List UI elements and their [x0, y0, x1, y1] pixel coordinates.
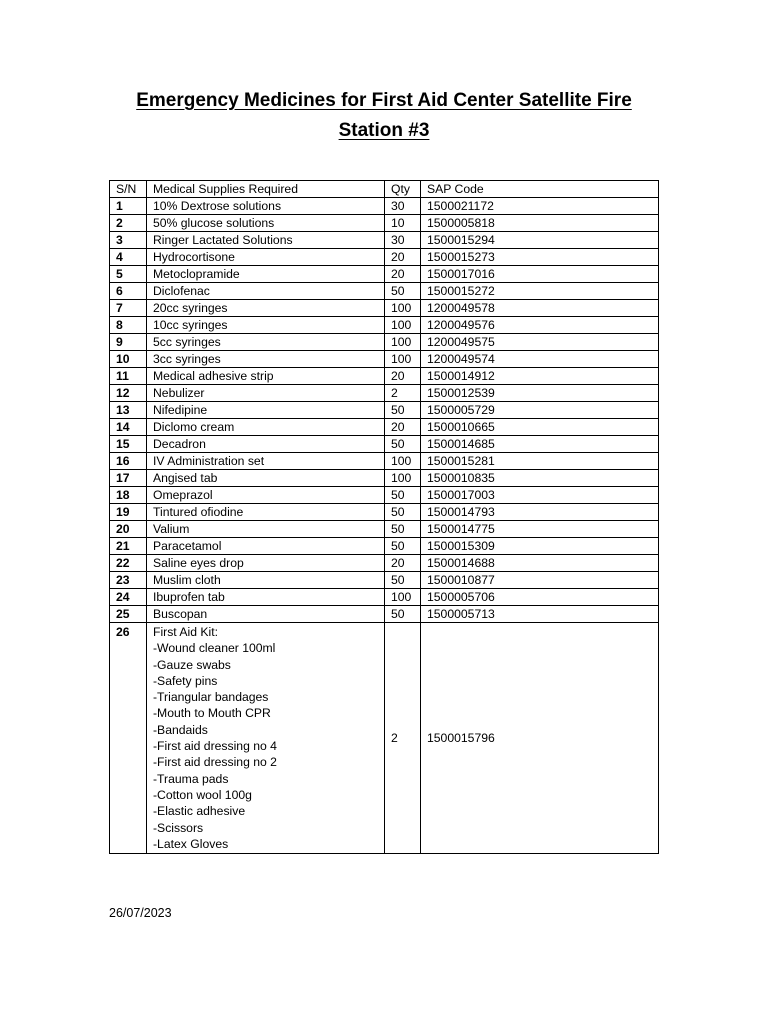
row-sap: 1200049574: [421, 351, 659, 368]
row-sn: 7: [110, 300, 147, 317]
row-sap: 1500015294: [421, 232, 659, 249]
row-sn: 18: [110, 487, 147, 504]
row-item: Nifedipine: [147, 402, 385, 419]
row-sn: 1: [110, 198, 147, 215]
table-body: [110, 198, 659, 854]
row-qty: 20: [385, 555, 421, 572]
row-sap: 1500014775: [421, 521, 659, 538]
row-qty: 100: [385, 300, 421, 317]
kit-item: -Cotton wool 100g: [153, 787, 252, 802]
row-qty: 20: [385, 266, 421, 283]
table-header-row: [110, 181, 659, 198]
row-item: Angised tab: [147, 470, 385, 487]
header-qty: Qty: [385, 181, 421, 198]
row-item: Nebulizer: [147, 385, 385, 402]
row-qty: 100: [385, 470, 421, 487]
kit-items: [147, 623, 385, 854]
row-sap: 1500017003: [421, 487, 659, 504]
row-item: Medical adhesive strip: [147, 368, 385, 385]
table-row: [110, 436, 659, 453]
row-sn: 13: [110, 402, 147, 419]
row-item: 50% glucose solutions: [147, 215, 385, 232]
row-qty: 50: [385, 504, 421, 521]
row-qty: 20: [385, 368, 421, 385]
row-sn: 12: [110, 385, 147, 402]
row-sn: 10: [110, 351, 147, 368]
kit-item: -Scissors: [153, 820, 204, 835]
row-qty: 30: [385, 198, 421, 215]
row-sap: 1500014688: [421, 555, 659, 572]
header-sap: SAP Code: [421, 181, 659, 198]
table-row: [110, 300, 659, 317]
row-qty: 100: [385, 589, 421, 606]
row-sap: 1500015309: [421, 538, 659, 555]
header-sn: S/N: [110, 181, 147, 198]
kit-item: -Mouth to Mouth CPR: [153, 706, 271, 721]
row-sn: 8: [110, 317, 147, 334]
row-sap: 1500014912: [421, 368, 659, 385]
row-sn: 21: [110, 538, 147, 555]
row-item: Ibuprofen tab: [147, 589, 385, 606]
row-sn: 19: [110, 504, 147, 521]
row-sn: 5: [110, 266, 147, 283]
medicines-table: [109, 180, 659, 854]
table-row: [110, 521, 659, 538]
row-qty: 100: [385, 334, 421, 351]
row-item: 10cc syringes: [147, 317, 385, 334]
row-sap: 1500005713: [421, 606, 659, 623]
row-sn: 22: [110, 555, 147, 572]
row-sap: 1500010665: [421, 419, 659, 436]
row-sn: 25: [110, 606, 147, 623]
row-qty: 50: [385, 538, 421, 555]
row-item: Paracetamol: [147, 538, 385, 555]
row-item: Omeprazol: [147, 487, 385, 504]
kit-item: -First aid dressing no 2: [153, 755, 277, 770]
table-row: [110, 232, 659, 249]
row-qty: 30: [385, 232, 421, 249]
row-sn: 15: [110, 436, 147, 453]
kit-item: -First aid dressing no 4: [153, 739, 277, 754]
row-item: Tintured ofiodine: [147, 504, 385, 521]
table-row: [110, 572, 659, 589]
row-sap: 1500005729: [421, 402, 659, 419]
table-row: [110, 453, 659, 470]
row-item: IV Administration set: [147, 453, 385, 470]
kit-sn: 26: [110, 623, 147, 854]
table-row: [110, 215, 659, 232]
row-sn: 23: [110, 572, 147, 589]
row-item: 20cc syringes: [147, 300, 385, 317]
table-row: [110, 555, 659, 572]
row-qty: 50: [385, 436, 421, 453]
row-item: Diclomo cream: [147, 419, 385, 436]
row-sap: 1500021172: [421, 198, 659, 215]
kit-item: -Trauma pads: [153, 771, 229, 786]
row-sap: 1500015272: [421, 283, 659, 300]
table-row: [110, 385, 659, 402]
row-qty: 100: [385, 351, 421, 368]
row-sn: 6: [110, 283, 147, 300]
row-qty: 20: [385, 419, 421, 436]
title-line-1: Emergency Medicines for First Aid Center Satellite Fire: [136, 90, 632, 111]
title-line-2: Station #3: [338, 120, 430, 141]
row-sn: 2: [110, 215, 147, 232]
row-item: Diclofenac: [147, 283, 385, 300]
row-item: Saline eyes drop: [147, 555, 385, 572]
table-row: [110, 317, 659, 334]
row-qty: 20: [385, 249, 421, 266]
table-row: [110, 249, 659, 266]
row-qty: 50: [385, 521, 421, 538]
row-qty: 100: [385, 317, 421, 334]
document-title: [0, 86, 768, 146]
kit-item: -Triangular bandages: [153, 690, 269, 705]
row-sn: 16: [110, 453, 147, 470]
table-row: [110, 266, 659, 283]
table-row: [110, 283, 659, 300]
row-sap: 1200049575: [421, 334, 659, 351]
row-item: Decadron: [147, 436, 385, 453]
table-row: [110, 198, 659, 215]
row-sap: 1500015281: [421, 453, 659, 470]
row-sap: 1500010877: [421, 572, 659, 589]
row-sap: 1200049578: [421, 300, 659, 317]
table-row: [110, 504, 659, 521]
row-qty: 2: [385, 385, 421, 402]
row-sn: 4: [110, 249, 147, 266]
row-item: Valium: [147, 521, 385, 538]
table-row: [110, 351, 659, 368]
row-sn: 24: [110, 589, 147, 606]
row-item: Ringer Lactated Solutions: [147, 232, 385, 249]
row-qty: 10: [385, 215, 421, 232]
row-sn: 11: [110, 368, 147, 385]
table-row: [110, 334, 659, 351]
row-sap: 1500015273: [421, 249, 659, 266]
kit-item: -Safety pins: [153, 673, 218, 688]
row-qty: 50: [385, 283, 421, 300]
table-row: [110, 589, 659, 606]
row-qty: 50: [385, 487, 421, 504]
row-sap: 1500014793: [421, 504, 659, 521]
table-row: [110, 538, 659, 555]
row-sn: 14: [110, 419, 147, 436]
table-row: [110, 470, 659, 487]
row-qty: 50: [385, 606, 421, 623]
row-sn: 3: [110, 232, 147, 249]
row-sap: 1500010835: [421, 470, 659, 487]
row-sn: 9: [110, 334, 147, 351]
row-item: Hydrocortisone: [147, 249, 385, 266]
document-date: 26/07/2023: [109, 906, 172, 920]
row-sap: 1500014685: [421, 436, 659, 453]
row-sap: 1500005706: [421, 589, 659, 606]
row-qty: 50: [385, 572, 421, 589]
table-row: [110, 419, 659, 436]
kit-qty: 2: [385, 623, 421, 854]
row-sap: 1500017016: [421, 266, 659, 283]
row-sn: 17: [110, 470, 147, 487]
table-row: [110, 487, 659, 504]
row-qty: 50: [385, 402, 421, 419]
row-sn: 20: [110, 521, 147, 538]
row-item: 3cc syringes: [147, 351, 385, 368]
row-sap: 1200049576: [421, 317, 659, 334]
row-sap: 1500012539: [421, 385, 659, 402]
kit-row: [110, 623, 659, 854]
row-item: Metoclopramide: [147, 266, 385, 283]
kit-item: -Elastic adhesive: [153, 804, 246, 819]
row-item: Muslim cloth: [147, 572, 385, 589]
kit-item: -Bandaids: [153, 722, 208, 737]
table-row: [110, 606, 659, 623]
row-item: Buscopan: [147, 606, 385, 623]
table-row: [110, 402, 659, 419]
row-sap: 1500005818: [421, 215, 659, 232]
kit-title: First Aid Kit:: [153, 625, 219, 639]
table-row: [110, 368, 659, 385]
row-qty: 100: [385, 453, 421, 470]
kit-item: -Gauze swabs: [153, 657, 231, 672]
header-item: Medical Supplies Required: [147, 181, 385, 198]
kit-item: -Latex Gloves: [153, 836, 229, 851]
kit-sap: 1500015796: [421, 623, 659, 854]
kit-item: -Wound cleaner 100ml: [153, 641, 276, 656]
row-item: 10% Dextrose solutions: [147, 198, 385, 215]
row-item: 5cc syringes: [147, 334, 385, 351]
